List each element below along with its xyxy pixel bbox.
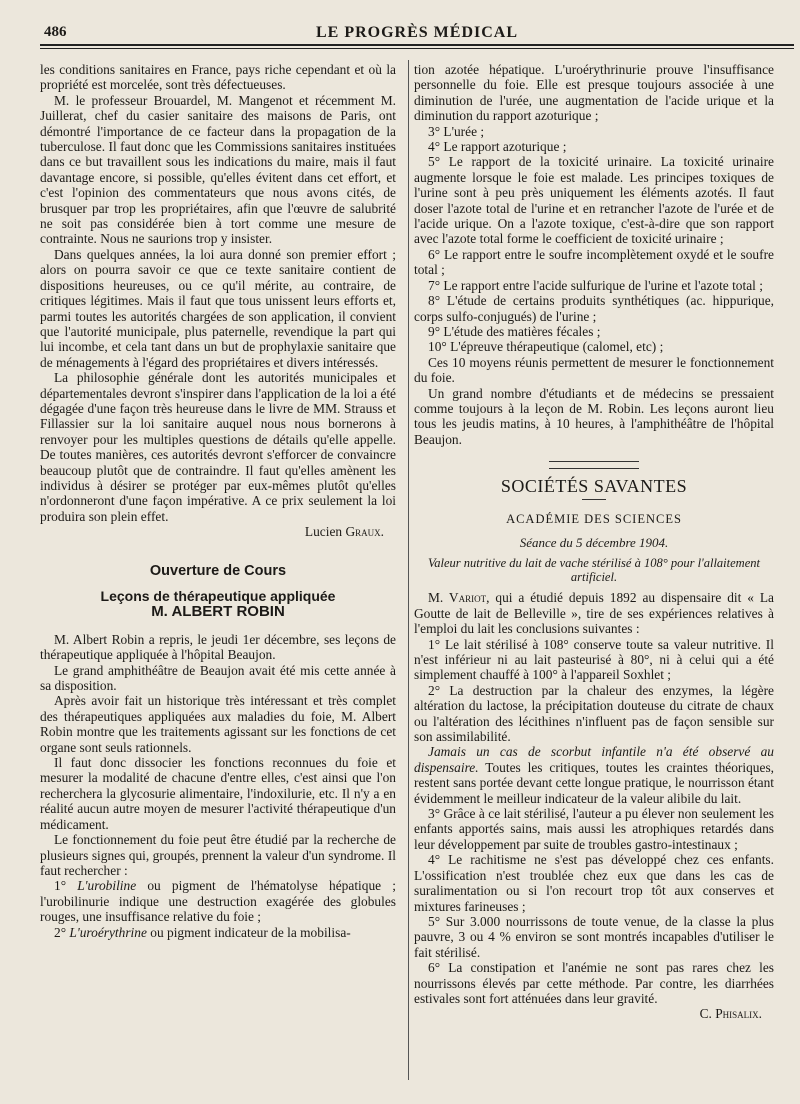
list-item: 7° Le rapport entre l'acide sulfurique de l'urine et l'azote total ;: [428, 277, 763, 293]
emphasis-text: Jamais un cas de scorbut infantile n'a été observé au dispensaire.: [414, 744, 774, 775]
list-item: 3° L'urée ;: [428, 123, 485, 139]
signature-first-name: C.: [699, 1006, 712, 1022]
author-name: M. Variot: [428, 590, 487, 606]
list-item: 9° L'étude des matières fécales ;: [428, 323, 601, 339]
session-date: Séance du 5 décembre 1904.: [519, 534, 669, 550]
signature-last-name: Graux.: [345, 524, 384, 540]
signature: [414, 1006, 774, 1021]
paragraph: Ces 10 moyens réunis permettent de mesurer le fonctionnement du foie.: [414, 354, 774, 386]
list-item: 10° L'épreuve thérapeutique (calomel, etc) ;: [428, 339, 664, 355]
list-item: [40, 878, 396, 924]
paragraph: Le fonctionnement du foie peut être étudié par la recherche de plusieurs signes qui, groupés, prennent la valeur d'un syndrome. Il faut rechercher :: [40, 832, 396, 878]
list-item: 6° La constipation et l'anémie ne sont pas rares chez les nourrissons élevés par cette méthode. Par contre, les diarrhées estivales sont fort atténuées dans leur gravité.: [414, 960, 774, 1006]
section-title: SOCIÉTÉS SAVANTES: [500, 476, 688, 497]
paragraph: Dans quelques années, la loi aura donné son premier effort ; alors on pourra savoir ce que ce texte sanitaire contient de dispositions heureuses, ou ce qu'il mérite, au contraire, de critiques légitimes. Mais il faut que tous unissent leurs efforts et, parmi toutes les autorités chargées de son application, il convient que l'autorité municipale, plus paternelle, revendique la part qui lui incombe, et cela tant dans un but de prophylaxie sanitaire que de ménagements à l'égard des propriétaires et divers intéressés.: [40, 246, 396, 370]
list-item: 8° L'étude de certains produits synthétiques (ac. hippurique, corps sulfo-conjugués) de l'urine ;: [414, 293, 774, 324]
paragraph: Le grand amphithéâtre de Beaujon avait été mis cette année à sa disposition.: [40, 662, 396, 694]
section-subtitle: Leçons de thérapeutique appliquée: [100, 588, 336, 604]
list-item: 5° Le rapport de la toxicité urinaire. La toxicité urinaire augmente lorsque le foie est malade. Les principes toxiques de l'urine sont à peu près uniquement les éléments azotés. Il faut doser l'azote total de l'urine et en retrancher l'azote de l'urée et de l'acide urique. On a l'azote toxique, c'est-à-dire que son rapport avec l'azote total forme le coefficient de toxicité urinaire ;: [414, 154, 774, 247]
paragraph: Il faut donc dissocier les fonctions reconnues du foie et mesurer la modalité de chacune d'entre elles, c'est ainsi que l'on recherchera la glycosurie alimentaire, l'indoxilurie, etc. Il n'y a en réalité aucun autre moyen de mesurer l'activité thérapeutique d'un médicament.: [40, 755, 396, 832]
signature: [40, 524, 396, 539]
signature-last-name: Phisalix.: [715, 1006, 762, 1022]
item-number: 2°: [54, 924, 67, 940]
paragraph: M. Albert Robin a repris, le jeudi 1er décembre, ses leçons de thérapeutique appliquée à l'hôpital Beaujon.: [40, 631, 396, 663]
paragraph-text: , qui a étudié depuis 1892 au dispensaire dit « La Goutte de lait de Belleville », tire de ses expériences relatives à l'emploi du lait les conclusions suivantes :: [414, 590, 775, 637]
list-item: 4° Le rachitisme ne s'est pas développé chez ces enfants. L'ossification n'est troublée chez eux que dans les cas de suralimentation ou si l'on recourt trop tôt aux conserves et mixtures farineuses ;: [414, 852, 774, 914]
list-item: 6° Le rapport entre le soufre incomplètement oxydé et le soufre total ;: [414, 246, 774, 278]
page-number: 486: [44, 24, 67, 40]
journal-title: LE PROGRÈS MÉDICAL: [315, 24, 519, 41]
paragraph: [414, 590, 774, 636]
list-item: [40, 925, 396, 940]
header-rule: [40, 44, 794, 46]
paragraph: [414, 744, 774, 806]
section-title: Ouverture de Cours: [149, 562, 287, 579]
paragraph-text: Toutes les critiques, toutes les craintes théoriques, restent sans portée devant cette longue pratique, le nourrisson étant évidemment le meilleur indicateur de la valeur alibile du lait.: [414, 759, 774, 806]
item-term: L'uroérythrine: [69, 924, 147, 940]
paragraph: La philosophie générale dont les autorités municipales et départementales devront s'inspirer dans l'application de la loi a été dégagée d'une façon très heureuse dans le livre de MM. Strauss et Fillassier sur la loi sanitaire auquel nous nous bornerons à renvoyer pour les multiples questions de détails qu'elle appelle. De toutes manières, ces autorités devront s'efforcer de convaincre beaucoup plutôt que de contraindre. Il faut qu'elles amènent les individus à désirer se protéger par eux-mêmes plutôt qu'elles n'ordonneront d'une façon impérative. A ce prix seulement la loi produira son plein effet.: [40, 370, 396, 524]
ornament-divider: [414, 457, 774, 471]
paragraph: Un grand nombre d'étudiants et de médecins se pressaient comme toujours à la leçon de M. Robin. Les leçons auront lieu tous les jeudis matins, à 10 heures, à l'amphithéâtre de l'hôpital Beaujon.: [414, 385, 774, 447]
paragraph: M. le professeur Brouardel, M. Mangenot et récemment M. Juillerat, chef du casier sanitaire des maisons de Paris, ont démontré l'importance de ce facteur dans la propagation de la tuberculose. Il faut donc que les Commissions sanitaires instituées dans ce but travaillent sous les indications du maire, mais il faut davantage encore, si possible, qu'elles évitent dans cet effort, et c'est l'opinion des commentateurs que nous avons cités, de brusquer par trop les propriétaires, afin que l'œuvre de salubrité ne soit pas considérée bien à tort comme une mesure de contrainte. Nous ne saurions trop y insister.: [40, 92, 396, 247]
list-item: 1° Le lait stérilisé à 108° conserve toute sa valeur nutritive. Il n'est inférieur ni au lait pasteurisé à 80°, ni à celui qui a été simplement chauffé à 100° à l'appareil Soxhlet ;: [414, 636, 774, 683]
column-divider: [408, 60, 409, 1080]
item-text: ou pigment indicateur de la mobilisa-: [150, 924, 351, 940]
item-number: 1°: [54, 878, 67, 894]
communication-title: Valeur nutritive du lait de vache stérilisé à 108° pour l'allaitement artificiel.: [428, 556, 760, 585]
left-column: [40, 62, 396, 940]
paragraph: Après avoir fait un historique très intéressant et très complet des thérapeutiques appliquées aux maladies du foie, M. Albert Robin montre que les traitements agissant sur les fonctions de cet organe sont seuls rationnels.: [40, 693, 396, 755]
list-item: 3° Grâce à ce lait stérilisé, l'auteur a pu élever non seulement les enfants apportés sains, mais aussi les atrophiques retardés dans leur développement par suite de troubles gastro-intestinaux ;: [414, 806, 774, 852]
academy-heading: ACADÉMIE DES SCIENCES: [506, 511, 682, 526]
list-item: 4° Le rapport azoturique ;: [428, 139, 567, 155]
title-dash: [582, 499, 606, 500]
right-column: [414, 62, 774, 1022]
section-author: M. ALBERT ROBIN: [151, 603, 285, 621]
signature-first-name: Lucien: [304, 524, 343, 540]
header-rule-thin: [40, 48, 794, 49]
page-header: [44, 20, 790, 46]
paragraph: les conditions sanitaires en France, pays riche cependant et où la propriété est morcelée, sont très défectueuses.: [40, 62, 396, 93]
paragraph: tion azotée hépatique. L'uroérythrinurie prouve l'insuffisance personnelle du foie. Elle est presque toujours associée à une diminution de l'urée, une augmentation de l'acide urique et la diminution du rapport azoturique ;: [414, 62, 774, 124]
list-item: 5° Sur 3.000 nourrissons de toute venue, de la classe la plus pauvre, 3 ou 4 % environ se sont montrés incapables d'utiliser le fait stérilisé.: [414, 913, 774, 960]
item-text: ou pigment de l'hématolyse hépatique ; l'urobilinurie indique une destruction exagérée des globules rouges, une insuffisance relative du foie ;: [40, 878, 396, 925]
item-term: L'urobiline: [77, 878, 137, 894]
list-item: 2° La destruction par la chaleur des enzymes, la légère altération du lactose, la précipitation douteuse du citrate de chaux ou l'altération des lécithines n'influent pas de façon sensible sur son assimilabilité.: [414, 682, 774, 745]
